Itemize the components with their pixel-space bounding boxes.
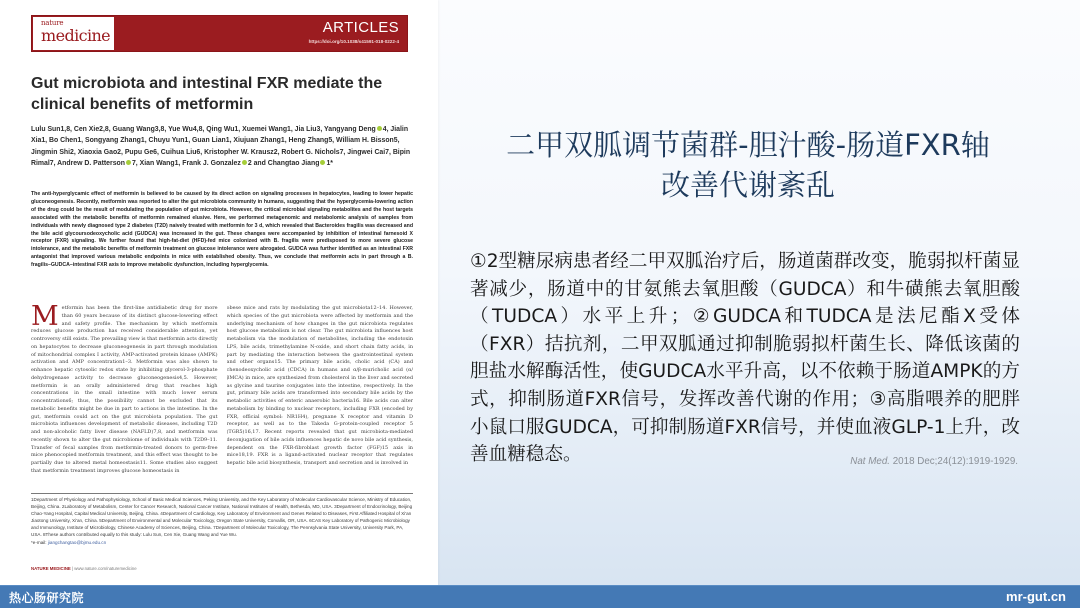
article-title: Gut microbiota and intestinal FXR mediate the clinical benefits of metformin	[31, 75, 383, 113]
citation	[850, 456, 1018, 467]
article-body	[31, 305, 413, 488]
authors-part-2: 4, Jialin Xia1, Bo Chen1, Songyang Zhang1, Chuyu Yun1, Guan Lian1, Xiujuan Zhang1, Heng Zhang5, William H. Bisson5, Jingmin Shi2, Xiaoxia Gao2, Pupu Ge6, Cuihua Liu6, Kristopher W. Krausz2, Robert G. Nichols7, Jingwei Cai7, Bipin Rimal7, Andrew D. Patterson	[31, 126, 411, 168]
affiliations	[31, 496, 413, 546]
citation-detail: 2018 Dec;24(12):1919-1929.	[890, 456, 1018, 467]
authors-part-4: 2 and Changtao Jiang	[247, 160, 320, 168]
brand-name: 热心肠研究院	[9, 591, 85, 605]
footer-journal-name: NATURE MEDICINE	[31, 566, 71, 571]
doi-link: https://doi.org/10.1038/s41591-018-0222-4	[308, 39, 399, 44]
slide-title-line-1: 二甲双胍调节菌群-胆汁酸-肠道FXR轴	[506, 128, 990, 162]
body-column-2: obese mice and rats by modulating the gut microbiota12–14. However, which species of the gut microbiota were affected by metformin and the underlying mechanism of how changes in the gut microbiota regulates host glucose metabolism is not clear. The gut microbiota influences host metabolism via the modulation of metabolites, including the endotoxin LPS, bile acids, trimethylamine N-oxide, and short chain fatty acids, in part by mediating the interaction between the gastrointestinal system and other organs15. The primary bile acids, cholic acid (CA) and chenodeoxycholic acid (CDCA) in humans and α/β-muricholic acid (α/βMCA) in mice, are synthesized from cholesterol in the liver and secreted as glycine and taurine conjugates into the intestine, respectively. In the gut, primary bile acids are transformed into secondary bile acids by the metabolic activities of enteric anaerobic bacteria16. Bile acids can alter metabolism by binding to nuclear receptors, including FXR (encoded by FXR, official symbol: NR1H4), pregnane X receptor and vitamin D receptor, as well as to the Takeda G-protein-coupled receptor 5 (TGR5)16,17. Recent reports revealed that gut microbiota-mediated deconjugation of bile acids influences hepatic de novo bile acid synthesis, dependent on the FXR-fibroblast growth factor (FGF)15 axis in mice18,19. FXR is a ligand-activated nuclear receptor that regulates hepatic bile acid biosynthesis, transport and secretion and is involved in	[226, 305, 413, 466]
citation-journal: Nat Med.	[850, 456, 890, 467]
body-column-1-text: etformin has been the first-line antidiabetic drug for more than 60 years because of its distinct glucose-lowering effect and safety profile. The mechanism by which metformin reduces glucose production has received considerable attention, yet controversy still exists. The prevailing view is that metformin acts directly on hepatocytes to decrease gluconeogenesis in part through modulation of mitochondrial complex I activity, AMP-activated protein kinase (AMPK) activation and AMP concentration1–3. Metformin was also shown to enhance hepatic cytosolic redox state by inhibiting glycerol-3-phosphate dehydrogenase activity to decrease gluconeogenesis4,5. However, metformin is an orally administered drug that reaches high concentrations in the small intestine with much lower serum concentrations6; thus, the possibility cannot be excluded that its metabolic benefits might be due in part to actions in the intestine. In the gut, metformin could act on the gut microbiota population. The gut microbiota influences development of metabolic diseases, including T2D and non-alcoholic fatty liver disease (NAFLD)7,8, and metformin was recently shown to alter the gut microbiome of individuals with T2D9–11. Transfer of fecal samples from metformin-treated donors to germ-free mice phenocopied metformin treatment, and this effect was thought to be partially due to altered metal homeostasis11. Some studies also suggest that metformin treatment improves glucose homeostasis in	[31, 305, 218, 474]
article-abstract: The anti-hyperglycamic effect of metformin is believed to be caused by its direct action on signaling processes in hepatocytes, leading to lower hepatic gluconeogenesis. Recently, metformin was reported to alter the gut microbiota community in humans, suggesting that the hyperglycemia-lowering action of the drug could be the result of modulating the population of gut microbiota. However, the critical microbial signaling metabolites and the host targets associated with the metabolic benefits of metformin remained elusive. Here, we performed metagenomic and metabolomic analysis of samples from individuals with newly diagnosed type 2 diabetes (T2D) naively treated with metformin for 3 d, which revealed that Bacteroides fragilis was decreased and the bile acid glycoursodeoxycholic acid (GUDCA) was increased in the gut. These changes were accompanied by inhibition of intestinal farnesoid X receptor (FXR) signaling. We further found that high-fat-diet (HFD)-fed mice colonized with B. fragilis were predisposed to more severe glucose intolerance, and the metabolic benefits of metformin treatment on glucose intolerance were abrogated. GUDCA was further identified as an intestinal FXR antagonist that improved various metabolic endpoints in mice with established obesity. Thus, we conclude that metformin acts in part through a B. fragilis–GUDCA–intestinal FXR axis to improve metabolic dysfunction, including hyperglycemia.	[31, 191, 413, 269]
footer-bar	[0, 585, 1080, 608]
authors-part-3: 7, Xian Wang1, Frank J. Gonzalez	[131, 160, 241, 168]
slide-title-line-2: 改善代谢紊乱	[660, 168, 835, 202]
email-label: *e-mail:	[31, 539, 48, 545]
drop-cap: M	[31, 305, 59, 332]
site-url[interactable]: mr-gut.cn	[1006, 589, 1066, 604]
orcid-icon	[242, 160, 247, 165]
orcid-icon	[320, 160, 325, 165]
page-footer	[31, 566, 137, 571]
journal-header-banner	[31, 15, 408, 52]
footer-url: | www.nature.com/naturemedicine	[70, 566, 137, 571]
slide-title	[448, 125, 1048, 205]
footnote-divider	[31, 493, 413, 494]
authors-part-5: 1*	[326, 160, 333, 168]
orcid-icon	[377, 126, 382, 131]
article-page-image	[0, 0, 438, 585]
orcid-icon	[126, 160, 131, 165]
journal-logo	[33, 17, 114, 50]
affiliations-text: 1Department of Physiology and Pathophysiology, School of Basic Medical Sciences, Peking University, and the Key Laboratory of Molecular Cardiovascular Science, Ministry of Education, Beijing, China. 2Laboratory of Metabolism, Center for Cancer Research, National Cancer Institute, National Institutes of Health, Bethesda, MD, USA. 3Department of Endocrinology, Beijing Chao-Yang Hospital, Capital Medical University, Beijing, China. 4Department of Cardiology, Key Laboratory of Environment and Genes Related to Diseases, First Affiliated Hospital of Xi'an Jiaotong University, Xi'an, China. 5Department of Environmental and Molecular Toxicology, Oregon State University, Corvallis, OR, USA. 6CAS Key Laboratory of Pathogenic Microbiology and Immunology, Institute of Microbiology, Chinese Academy of Sciences, Beijing, China. 7Department of Molecular Toxicology, The Pennsylvania State University, University Park, PA, USA. 8These authors contributed equally to this study: Lulu Sun, Cen Xie, Guang Wang and Yue Wu.	[31, 497, 413, 538]
body-column-1	[31, 305, 218, 488]
author-list	[31, 124, 411, 170]
journal-logo-name: medicine	[41, 26, 111, 45]
slide-summary-text: ①2型糖尿病患者经二甲双胍治疗后，肠道菌群改变，脆弱拟杆菌显著减少，肠道中的甘氨熊去氧胆酸（GUDCA）和牛磺熊去氧胆酸（TUDCA）水平上升；②GUDCA和TUDCA是法尼酯X受体（FXR）拮抗剂，二甲双胍通过抑制脆弱拟杆菌生长、降低该菌的胆盐水解酶活性，使GUDCA水平升高，以不依赖于肠道AMPK的方式，抑制肠道FXR信号，发挥改善代谢的作用；③高脂喂养的肥胖小鼠口服GUDCA，可抑制肠道FXR信号，并使血液GLP-1上升，改善血糖稳态。	[470, 251, 1020, 466]
authors-part-1: Lulu Sun1,8, Cen Xie2,8, Guang Wang3,8, Yue Wu4,8, Qing Wu1, Xuemei Wang1, Jia Liu3, Yangyang Deng	[31, 126, 376, 133]
email-link: jiangchangtao@bjmu.edu.cn	[47, 539, 107, 545]
section-label: ARTICLES	[322, 19, 399, 36]
journal-logo-prefix: nature	[41, 19, 64, 27]
